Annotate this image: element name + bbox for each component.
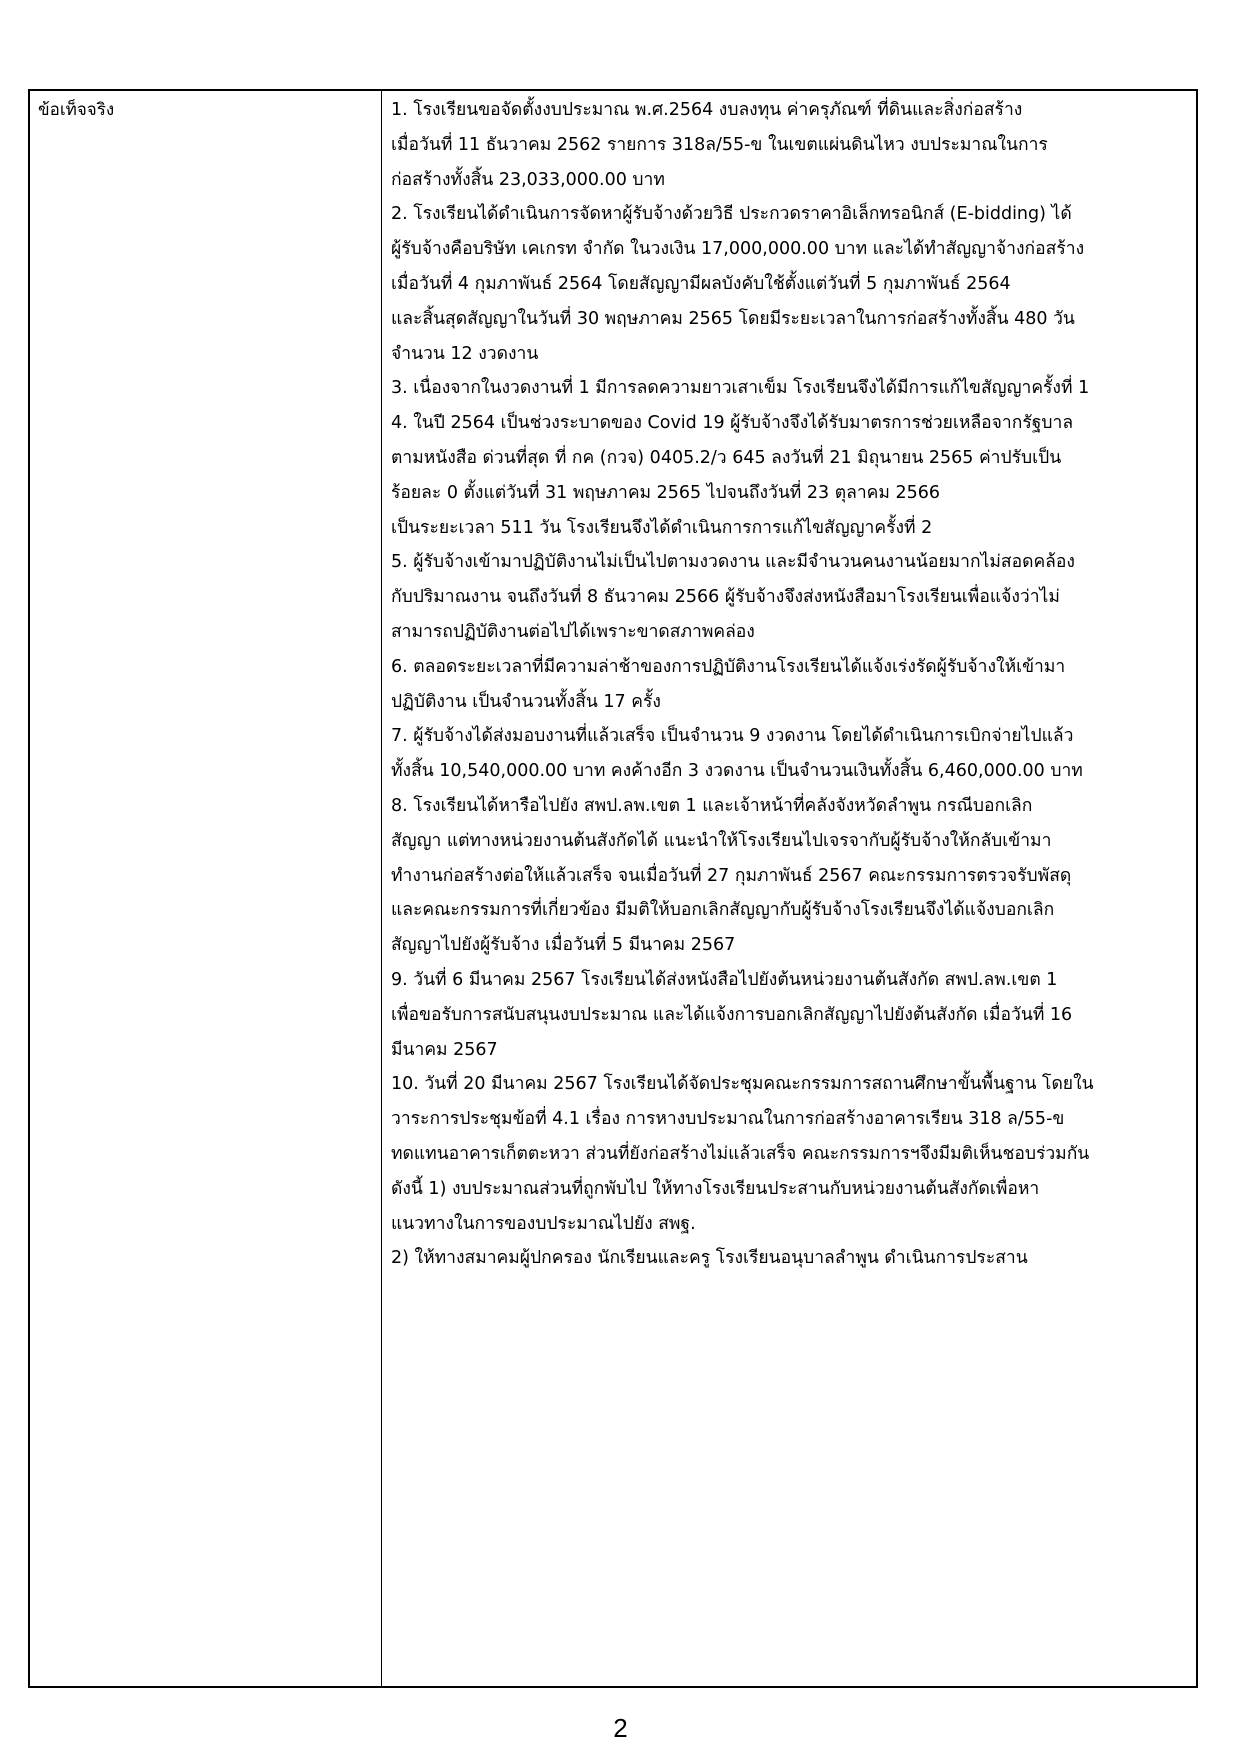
content-line: สัญญาไปยังผู้รับจ้าง เมื่อวันที่ 5 มีนาคม 2567 [391, 935, 736, 956]
page-number: 2 [613, 1713, 628, 1743]
content-line: เมื่อวันที่ 11 ธันวาคม 2562 รายการ 318ล/55-ข ในเขตแผ่นดินไหว งบประมาณในการ [391, 134, 1048, 155]
content-line: 10. วันที่ 20 มีนาคม 2567 โรงเรียนได้จัดประชุมคณะกรรมการสถานศึกษาขั้นพื้นฐาน โดยใน [391, 1074, 1094, 1095]
content-line: เมื่อวันที่ 4 กุมภาพันธ์ 2564 โดยสัญญามีผลบังคับใช้ตั้งแต่วันที่ 5 กุมภาพันธ์ 2564 [391, 273, 1011, 294]
content-line: 4. ในปี 2564 เป็นช่วงระบาดของ Covid 19 ผู้รับจ้างจึงได้รับมาตรการช่วยเหลือจากรัฐบาล [391, 413, 1074, 434]
content-line: 3. เนื่องจากในงวดงานที่ 1 มีการลดความยาวเสาเข็ม โรงเรียนจึงได้มีการแก้ไขสัญญาครั้งที่ 1 [391, 378, 1090, 399]
column-divider [381, 91, 382, 1686]
content-line: และสิ้นสุดสัญญาในวันที่ 30 พฤษภาคม 2565 โดยมีระยะเวลาในการก่อสร้างทั้งสิ้น 480 วัน [391, 308, 1075, 329]
content-line: 2. โรงเรียนได้ดำเนินการจัดหาผู้รับจ้างด้วยวิธี ประกวดราคาอิเล็กทรอนิกส์ (E-bidding) ได้ [391, 204, 1072, 225]
content-line: ปฏิบัติงาน เป็นจำนวนทั้งสิ้น 17 ครั้ง [391, 691, 661, 712]
facts-table [28, 89, 1198, 1688]
content-line: 5. ผู้รับจ้างเข้ามาปฏิบัติงานไม่เป็นไปตามงวดงาน และมีจำนวนคนงานน้อยมากไม่สอดคล้อง [391, 552, 1075, 573]
content-line: 9. วันที่ 6 มีนาคม 2567 โรงเรียนได้ส่งหนังสือไปยังต้นหน่วยงานต้นสังกัด สพป.ลพ.เขต 1 [391, 969, 1058, 990]
content-line: วาระการประชุมข้อที่ 4.1 เรื่อง การหางบประมาณในการก่อสร้างอาคารเรียน 318 ล/55-ข [391, 1109, 1065, 1130]
content-line: เพื่อขอรับการสนับสนุนงบประมาณ และได้แจ้งการบอกเลิกสัญญาไปยังต้นสังกัด เมื่อวันที่ 16 [391, 1004, 1073, 1025]
content-line: 2) ให้ทางสมาคมผู้ปกครอง นักเรียนและครู โรงเรียนอนุบาลลำพูน ดำเนินการประสาน [391, 1248, 1028, 1269]
facts-content [391, 100, 1191, 1283]
content-line: ผู้รับจ้างคือบริษัท เคเกรท จำกัด ในวงเงิน 17,000,000.00 บาท และได้ทำสัญญาจ้างก่อสร้าง [391, 239, 1085, 260]
content-line: ตามหนังสือ ด่วนที่สุด ที่ กค (กวจ) 0405.2/ว 645 ลงวันที่ 21 มิถุนายน 2565 ค่าปรับเป็น [391, 447, 1062, 468]
content-line: สามารถปฏิบัติงานต่อไปได้เพราะขาดสภาพคล่อง [391, 621, 755, 642]
content-line: 6. ตลอดระยะเวลาที่มีความล่าช้าของการปฏิบัติงานโรงเรียนได้แจ้งเร่งรัดผู้รับจ้างให้เข้ามา [391, 656, 1066, 677]
content-line: เป็นระยะเวลา 511 วัน โรงเรียนจึงได้ดำเนินการการแก้ไขสัญญาครั้งที่ 2 [391, 517, 933, 538]
content-line: จำนวน 12 งวดงาน [391, 343, 539, 364]
content-line: มีนาคม 2567 [391, 1039, 498, 1060]
content-line: ก่อสร้างทั้งสิ้น 23,033,000.00 บาท [391, 169, 665, 190]
content-line: ร้อยละ 0 ตั้งแต่วันที่ 31 พฤษภาคม 2565 ไปจนถึงวันที่ 23 ตุลาคม 2566 [391, 482, 940, 503]
content-line: กับปริมาณงาน จนถึงวันที่ 8 ธันวาคม 2566 ผู้รับจ้างจึงส่งหนังสือมาโรงเรียนเพื่อแจ้งว่าไม่ [391, 587, 1060, 608]
content-line: แนวทางในการของบประมาณไปยัง สพฐ. [391, 1213, 696, 1234]
content-line: และคณะกรรมการที่เกี่ยวข้อง มีมติให้บอกเลิกสัญญากับผู้รับจ้างโรงเรียนจึงได้แจ้งบอกเลิก [391, 900, 1055, 921]
content-line: ดังนี้ 1) งบประมาณส่วนที่ถูกพับไป ให้ทางโรงเรียนประสานกับหน่วยงานต้นสังกัดเพื่อหา [391, 1178, 1040, 1199]
content-line: ทั้งสิ้น 10,540,000.00 บาท คงค้างอีก 3 งวดงาน เป็นจำนวนเงินทั้งสิ้น 6,460,000.00 บาท [391, 761, 1083, 782]
content-line: ทำงานก่อสร้างต่อให้แล้วเสร็จ จนเมื่อวันที่ 27 กุมภาพันธ์ 2567 คณะกรรมการตรวจรับพัสดุ [391, 865, 1072, 886]
content-line: 7. ผู้รับจ้างได้ส่งมอบงานที่แล้วเสร็จ เป็นจำนวน 9 งวดงาน โดยได้ดำเนินการเบิกจ่ายไปแล้ว [391, 726, 1074, 747]
content-line: ทดแทนอาคารเก็ตตะหวา ส่วนที่ยังก่อสร้างไม่แล้วเสร็จ คณะกรรมการฯจึงมีมติเห็นชอบร่วมกัน [391, 1143, 1090, 1164]
content-line: 8. โรงเรียนได้หารือไปยัง สพป.ลพ.เขต 1 และเจ้าหน้าที่คลังจังหวัดลำพูน กรณีบอกเลิก [391, 795, 1033, 816]
content-line: 1. โรงเรียนขอจัดตั้งงบประมาณ พ.ศ.2564 งบลงทุน ค่าครุภัณฑ์ ที่ดินและสิ่งก่อสร้าง [391, 100, 1023, 120]
content-line: สัญญา แต่ทางหน่วยงานต้นสังกัดได้ แนะนำให้โรงเรียนไปเจรจากับผู้รับจ้างให้กลับเข้ามา [391, 830, 1052, 851]
facts-label: ข้อเท็จจริง [38, 100, 115, 120]
